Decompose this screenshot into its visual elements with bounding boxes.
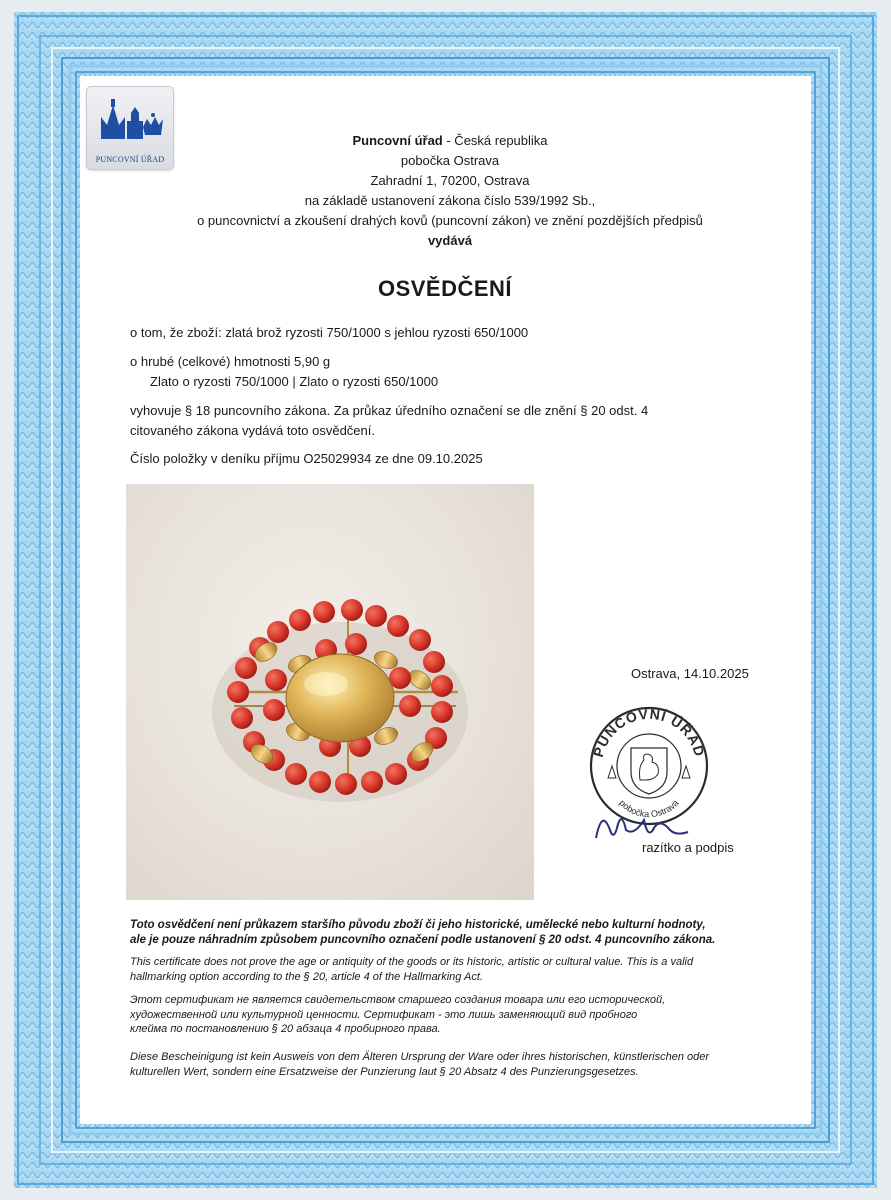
- note-russian: [130, 993, 780, 1037]
- stamp-top-text: PUNCOVNÍ ÚŘAD: [589, 705, 709, 759]
- coral-brooch-illustration: [126, 484, 534, 900]
- certificate-title: OSVĚDČENÍ: [377, 276, 513, 301]
- stamp-signature-label: razítko a podpis: [642, 840, 734, 855]
- certificate-header: [150, 131, 750, 251]
- note-czech: [130, 918, 780, 947]
- office-name: Puncovní úřad: [352, 133, 443, 148]
- place-and-date: Ostrava, 14.10.2025: [631, 666, 749, 681]
- office-line: [150, 131, 750, 151]
- svg-text:pobočka Ostrava: [617, 798, 680, 819]
- complies-line-2: citovaného zákona vydává toto osvědčení.: [130, 423, 375, 438]
- stamp-bottom-text: pobočka Ostrava: [617, 797, 681, 820]
- note-english: [130, 955, 780, 984]
- note-czech-line-2: ale je pouze náhradním způsobem puncovního označení podle ustanovení § 20 odst. 4 puncovního zákona.: [130, 933, 716, 946]
- item-number-line: Číslo položky v deníku příjmu O25029934 ze dne 09.10.2025: [130, 451, 483, 466]
- note-czech-line-1: Toto osvědčení není průkazem staršího původu zboží či jeho historické, umělecké nebo kulturní hodnoty,: [130, 919, 706, 931]
- gold-fineness-line: Zlato o ryzosti 750/1000 | Zlato o ryzosti 650/1000: [150, 374, 439, 389]
- note-german-line-2: kulturellen Wert, sondern eine Ersatzweise der Punzierung laut § 20 Absatz 4 des Punzierungsgesetzes.: [130, 1065, 639, 1078]
- official-stamp: [584, 700, 714, 850]
- branch-line: pobočka Ostrava: [400, 153, 500, 168]
- complies-line-1: vyhovuje § 18 puncovního zákona. Za průkaz úředního označení se dle znění § 20 odst. 4: [130, 403, 649, 418]
- office-country: - Česká republika: [442, 133, 548, 148]
- law-line-2: o puncovnictví a zkoušení drahých kovů (puncovní zákon) ve znění pozdějších předpisů: [197, 213, 703, 228]
- note-russian-line-3: клейма по постановлению § 20 абзаца 4 пробирного права.: [130, 1023, 441, 1035]
- note-german-line-1: Diese Bescheinigung ist kein Ausweis von dem Älteren Ursprung der Ware oder ihres historischen, künstlerischen oder: [130, 1051, 710, 1063]
- law-line-1: na základě ustanovení zákona číslo 539/1992 Sb.,: [304, 193, 596, 208]
- note-english-line-1: This certificate does not prove the age or antiquity of the goods or its historic, artistic or cultural value. This is a valid: [130, 956, 694, 968]
- issues-line: vydává: [427, 233, 473, 248]
- weight-line: o hrubé (celkové) hmotnosti 5,90 g: [130, 354, 331, 369]
- goods-line: o tom, že zboží: zlatá brož ryzosti 750/1000 s jehlou ryzosti 650/1000: [130, 325, 529, 340]
- note-russian-line-1: Этот сертификат не является свидетельством старшего создания товара или его исторической,: [130, 994, 666, 1006]
- brooch-photo: [126, 484, 534, 900]
- note-german: [130, 1050, 780, 1079]
- logo-caption: PUNCOVNÍ ÚŘAD: [95, 155, 165, 164]
- svg-text:PUNCOVNÍ ÚŘAD: [590, 706, 708, 759]
- note-english-line-2: hallmarking option according to the § 20, article 4 of the Hallmarking Act.: [130, 970, 483, 983]
- address-line: Zahradní 1, 70200, Ostrava: [370, 173, 530, 188]
- note-russian-line-2: художественной или культурной ценности. Сертификат - это лишь заменяющий вид пробного: [130, 1008, 638, 1021]
